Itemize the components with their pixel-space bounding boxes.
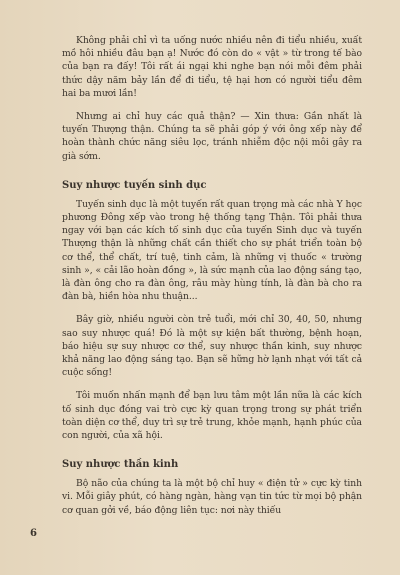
page-number: 6	[30, 528, 37, 539]
paragraph-brain-command: Bộ não của chúng ta là một bộ chỉ huy « điện tử » cực kỳ tinh vi. Mỗi giây phút, có hàng ngàn, hàng vạn tin tức từ mọi bộ phận cơ quan gởi về, báo động liên tục: nơi này thiếu	[62, 478, 362, 516]
section-heading-sexual-gland: Suy nhược tuyến sinh dục	[62, 179, 207, 191]
section-heading-nerve-weakness: Suy nhược thần kinh	[62, 459, 179, 471]
paragraph-kidney-command: Nhưng ai chỉ huy các quả thận? — Xin thưa: Gần nhất là tuyến Thượng thận. Chúng ta sẽ phải góp ý với ông xếp này để hoàn thành chức năng siêu lọc, tránh nhiễm độc nội môi gây ra già sớm.	[62, 111, 362, 162]
paragraph-young-weakness: Bây giờ, nhiều người còn trẻ tuổi, mới chỉ 30, 40, 50, nhưng sao suy nhược quá! Đó là một sự kiện bất thường, bệnh hoạn, báo hiệu sự suy nhược cơ thể, suy nhược thần kinh, suy nhược khả năng lao động sáng tạo. Bạn sẽ hững hờ lạnh nhạt với tất cả cuộc sống!	[62, 314, 362, 379]
paragraph-urination: Không phải chỉ vì ta uống nước nhiều nên đi tiểu nhiều, xuất mồ hôi nhiều đâu bạn ạ! Nước đó còn do « vật » từ trong tế bào của bạn ra đấy! Tôi rất ái ngại khi nghe bạn nói mỗi đêm phải thức dậy năm bảy lần để đi tiểu, tệ hại hơn có người tiểu đêm hai ba mươi lần!	[62, 35, 362, 99]
paragraph-sexual-gland-importance: Tuyến sinh dục là một tuyến rất quan trọng mà các nhà Y học phương Đông xếp vào trong hệ thống tạng Thận. Tôi phải thưa ngay với bạn các kích tố sinh dục của tuyến Sinh dục và tuyến Thượng thận là những chất cần thiết cho sự phát triển toàn bộ cơ thể, thể chất, trí tuệ, tinh cảm, là những vị thuốc « trường sinh », « cải lão hoàn đồng », là sức mạnh của lao động sáng tạo, là đàn ông cho ra đàn ông, râu mày hùng tính, là đàn bà cho ra đàn bà, hiền hòa nhu thuận...	[62, 198, 362, 303]
paragraph-hormone-role: Tôi muốn nhấn mạnh để bạn lưu tâm một lần nữa là các kích tố sinh dục đóng vai trò cực kỳ quan trọng trong sự phát triển toàn diện cơ thể, duy trì sự trẻ trung, khỏe mạnh, hạnh phúc của con người, của xã hội.	[62, 390, 362, 442]
